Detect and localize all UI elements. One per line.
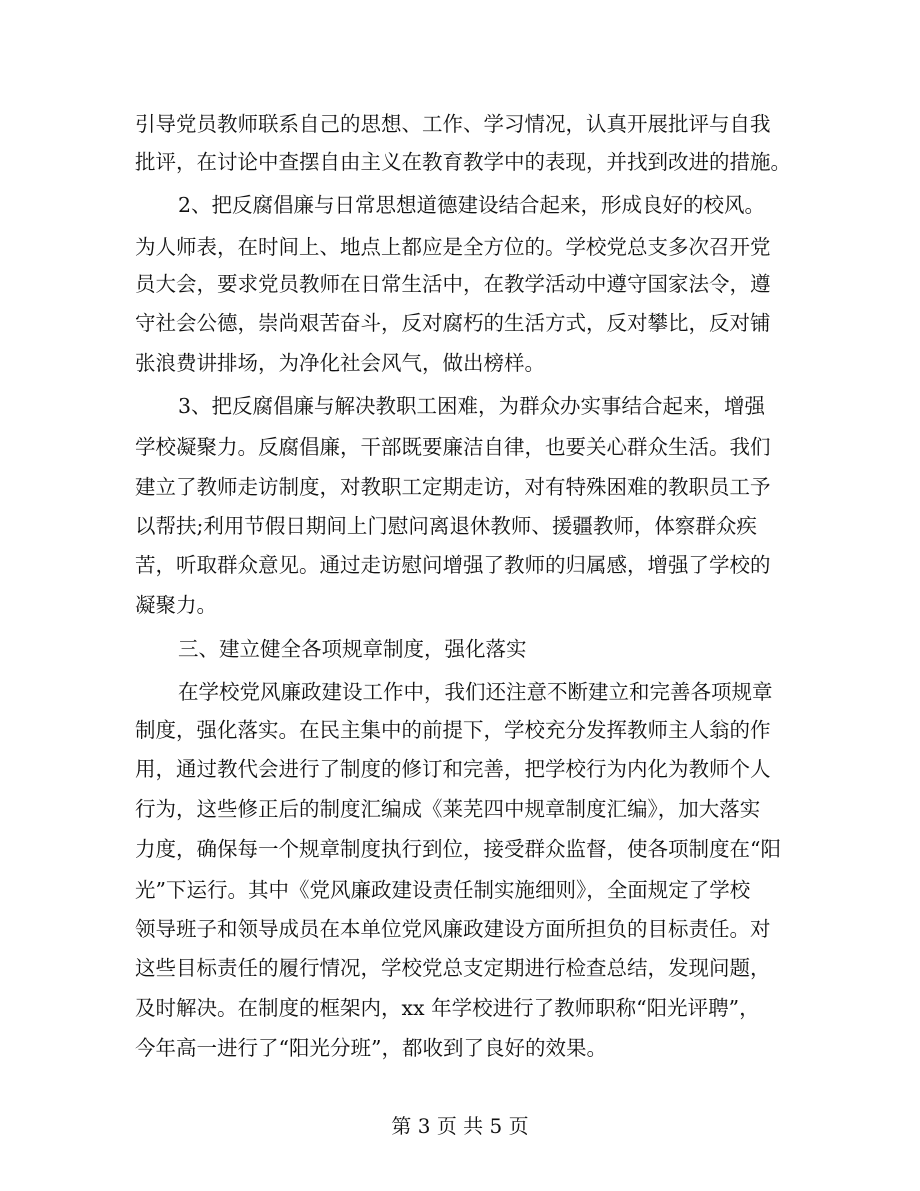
paragraph-line: 以帮扶;利用节假日期间上门慰问离退休教师、援疆教师，体察群众疾: [135, 514, 757, 538]
paragraph-line: 学校凝聚力。反腐倡廉，干部既要廉洁自律，也要关心群众生活。我们: [135, 435, 771, 459]
paragraph-line: 力度，确保每一个规章制度执行到位，接受群众监督，使各项制度在“阳: [135, 837, 781, 861]
paragraph-line: 建立了教师走访制度，对教职工定期走访，对有特殊困难的教职员工予: [135, 475, 771, 499]
paragraph-line: 2、把反腐倡廉与日常思想道德建设结合起来，形成良好的校风。: [178, 193, 766, 217]
paragraph-line: 凝聚力。: [135, 593, 217, 617]
paragraph-line: 行为，这些修正后的制度汇编成《莱芜四中规章制度汇编》，加大落实: [135, 797, 761, 821]
paragraph-line: 用，通过教代会进行了制度的修订和完善，把学校行为内化为教师个人: [135, 757, 771, 781]
paragraph-line: 苦，听取群众意见。通过走访慰问增强了教师的归属感，增强了学校的: [135, 553, 771, 577]
section-heading: 三、建立健全各项规章制度，强化落实: [178, 637, 527, 661]
paragraph-line: 制度，强化落实。在民主集中的前提下，学校充分发挥教师主人翁的作: [135, 718, 771, 742]
paragraph-line: 引导党员教师联系自己的思想、工作、学习情况，认真开展批评与自我: [135, 112, 771, 136]
paragraph-line: 及时解决。在制度的框架内，xx 年学校进行了教师职称“阳光评聘”，: [135, 996, 760, 1020]
paragraph-line: 这些目标责任的履行情况，学校党总支定期进行检查总结，发现问题，: [135, 956, 771, 980]
page-number-footer: 第 3 页 共 5 页: [391, 1114, 529, 1138]
paragraph-line: 3、把反腐倡廉与解决教职工困难，为群众办实事结合起来，增强: [178, 394, 766, 418]
paragraph-line: 领导班子和领导成员在本单位党风廉政建设方面所担负的目标责任。对: [135, 917, 771, 941]
paragraph-line: 守社会公德，崇尚艰苦奋斗，反对腐朽的生活方式，反对攀比，反对铺: [135, 311, 771, 335]
paragraph-line: 批评，在讨论中查摆自由主义在教育教学中的表现，并找到改进的措施。: [135, 150, 791, 174]
paragraph-line: 光”下运行。其中《党风廉政建设责任制实施细则》，全面规定了学校: [135, 878, 751, 902]
paragraph-line: 员大会，要求党员教师在日常生活中，在教学活动中遵守国家法令，遵: [135, 272, 771, 296]
paragraph-line: 张浪费讲排场，为净化社会风气，做出榜样。: [135, 351, 545, 375]
paragraph-line: 在学校党风廉政建设工作中，我们还注意不断建立和完善各项规章: [178, 680, 773, 704]
paragraph-line: 今年高一进行了“阳光分班”，都收到了良好的效果。: [135, 1036, 607, 1060]
paragraph-line: 为人师表，在时间上、地点上都应是全方位的。学校党总支多次召开党: [135, 235, 771, 259]
